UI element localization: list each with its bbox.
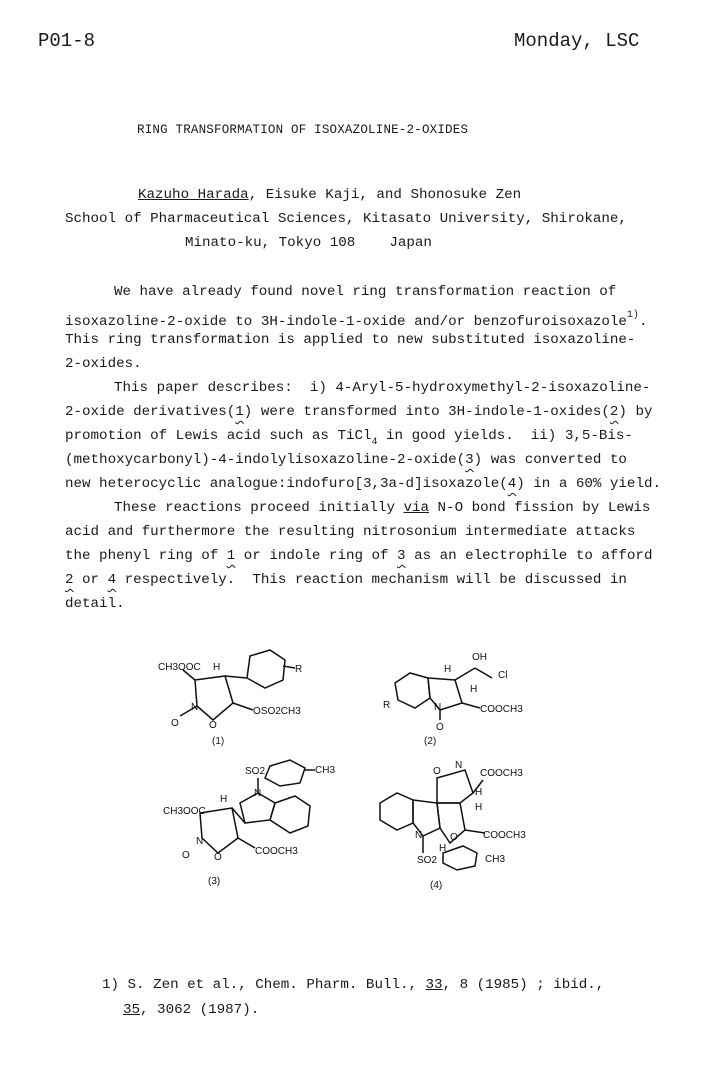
text-span: ) by bbox=[618, 404, 653, 420]
text-span: , 3062 (1987). bbox=[140, 1002, 260, 1018]
structure-4 bbox=[375, 758, 555, 893]
text-span: . bbox=[638, 314, 648, 330]
structure-2 bbox=[380, 648, 540, 748]
compound-number: 2 bbox=[609, 404, 619, 420]
group-label: H bbox=[444, 664, 452, 675]
abstract-code: P01-8 bbox=[38, 30, 96, 52]
group-label: O bbox=[209, 720, 217, 731]
body-line bbox=[65, 404, 652, 420]
volume-number: 33 bbox=[425, 977, 443, 993]
group-label: N bbox=[191, 702, 199, 713]
text-span: or indole ring of bbox=[235, 548, 398, 564]
group-label: SO2 bbox=[417, 855, 438, 866]
body-line bbox=[65, 428, 633, 451]
paper-title: RING TRANSFORMATION OF ISOXAZOLINE-2-OXIDES bbox=[137, 123, 469, 137]
group-label: OSO2CH3 bbox=[253, 706, 301, 717]
compound-label: (3) bbox=[208, 876, 221, 887]
body-line bbox=[65, 572, 627, 588]
compound-label: (4) bbox=[430, 880, 443, 891]
text-span: the phenyl ring of bbox=[65, 548, 227, 564]
body-line: detail. bbox=[65, 596, 125, 612]
body-line: 2-oxides. bbox=[65, 356, 142, 372]
group-label: H bbox=[475, 802, 483, 813]
group-label: R bbox=[383, 700, 391, 711]
structure-1 bbox=[155, 648, 305, 748]
body-line bbox=[65, 476, 661, 492]
body-line: This paper describes: i) 4-Aryl-5-hydroxymethyl-2-isoxazoline- bbox=[114, 380, 651, 396]
group-label: CH3 bbox=[485, 854, 506, 865]
compound-number: 4 bbox=[107, 572, 117, 588]
session-label: Monday, LSC bbox=[514, 30, 640, 52]
group-label: COOCH3 bbox=[255, 846, 298, 857]
text-span: new heterocyclic analogue:indofuro[3,3a-d]isoxazole( bbox=[65, 476, 508, 492]
group-label: H bbox=[220, 794, 228, 805]
text-span: 2-oxide derivatives( bbox=[65, 404, 236, 420]
text-span: , 8 (1985) ; ibid., bbox=[442, 977, 605, 993]
text-span: respectively. This reaction mechanism will be discussed in bbox=[116, 572, 627, 588]
text-span: promotion of Lewis acid such as TiCl bbox=[65, 428, 372, 444]
emphasis: via bbox=[403, 500, 430, 516]
body-line bbox=[65, 548, 652, 564]
text-span: ) in a 60% yield. bbox=[516, 476, 661, 492]
text-span: These reactions proceed initially bbox=[114, 500, 404, 516]
group-label: O bbox=[433, 766, 441, 777]
group-label: H bbox=[439, 843, 447, 854]
compound-number: 1 bbox=[226, 548, 236, 564]
affiliation-line-2: Minato-ku, Tokyo 108 Japan bbox=[185, 235, 432, 251]
body-line bbox=[65, 308, 647, 330]
group-label: R bbox=[295, 664, 303, 675]
group-label: O bbox=[436, 722, 444, 733]
compound-number: 1 bbox=[235, 404, 244, 420]
body-line bbox=[114, 500, 650, 516]
group-label: Cl bbox=[498, 670, 508, 681]
group-label: CH3OOC bbox=[163, 806, 206, 817]
subscript: 4 bbox=[371, 437, 378, 448]
text-span: (methoxycarbonyl)-4-indolylisoxazoline-2-oxide( bbox=[65, 452, 466, 468]
compound-label: (2) bbox=[424, 736, 437, 747]
author-line bbox=[138, 187, 521, 203]
text-span: ) were transformed into 3H-indole-1-oxides( bbox=[243, 404, 610, 420]
compound-label: (1) bbox=[212, 736, 225, 747]
group-label: CH3OOC bbox=[158, 662, 201, 673]
presenting-author: Kazuho Harada bbox=[138, 187, 249, 203]
group-label: N bbox=[415, 830, 423, 841]
group-label: H bbox=[475, 787, 483, 798]
group-label: H bbox=[213, 662, 221, 673]
footnote-line-2 bbox=[123, 1002, 259, 1018]
structure-3 bbox=[160, 758, 340, 888]
group-label: O bbox=[182, 850, 190, 861]
co-authors: , Eisuke Kaji, and Shonosuke Zen bbox=[248, 187, 522, 203]
text-span: or bbox=[73, 572, 108, 588]
volume-number: 35 bbox=[123, 1002, 141, 1018]
affiliation-line-1: School of Pharmaceutical Sciences, Kitasato University, Shirokane, bbox=[65, 211, 627, 227]
body-line bbox=[65, 452, 627, 468]
group-label: CH3 bbox=[315, 765, 336, 776]
text-span: as an electrophile to afford bbox=[405, 548, 653, 564]
text-span: in good yields. ii) 3,5-Bis- bbox=[377, 428, 633, 444]
group-label: N bbox=[434, 702, 442, 713]
text-span: isoxazoline-2-oxide to 3H-indole-1-oxide and/or benzofuroisoxazole bbox=[65, 314, 627, 330]
text-span: ) was converted to bbox=[473, 452, 627, 468]
reference-marker: 1) bbox=[626, 310, 639, 321]
group-label: N bbox=[254, 788, 262, 799]
body-line: This ring transformation is applied to new substituted isoxazoline- bbox=[65, 332, 636, 348]
text-span: 1) S. Zen et al., Chem. Pharm. Bull., bbox=[102, 977, 426, 993]
compound-number: 3 bbox=[465, 452, 474, 468]
body-line: We have already found novel ring transformation reaction of bbox=[114, 284, 617, 300]
group-label: N bbox=[455, 760, 463, 771]
group-label: O bbox=[171, 718, 179, 729]
group-label: O bbox=[450, 832, 458, 843]
group-label: COOCH3 bbox=[480, 768, 523, 779]
group-label: COOCH3 bbox=[483, 830, 526, 841]
footnote-line-1 bbox=[102, 977, 604, 993]
group-label: N bbox=[196, 836, 204, 847]
body-line: acid and furthermore the resulting nitrosonium intermediate attacks bbox=[65, 524, 636, 540]
group-label: O bbox=[214, 852, 222, 863]
group-label: COOCH3 bbox=[480, 704, 523, 715]
group-label: SO2 bbox=[245, 766, 266, 777]
compound-number: 3 bbox=[397, 548, 406, 564]
compound-number: 4 bbox=[507, 476, 517, 492]
text-span: N-O bond fission by Lewis bbox=[429, 500, 651, 516]
compound-number: 2 bbox=[65, 572, 74, 588]
group-label: OH bbox=[472, 652, 487, 663]
group-label: H bbox=[470, 684, 478, 695]
